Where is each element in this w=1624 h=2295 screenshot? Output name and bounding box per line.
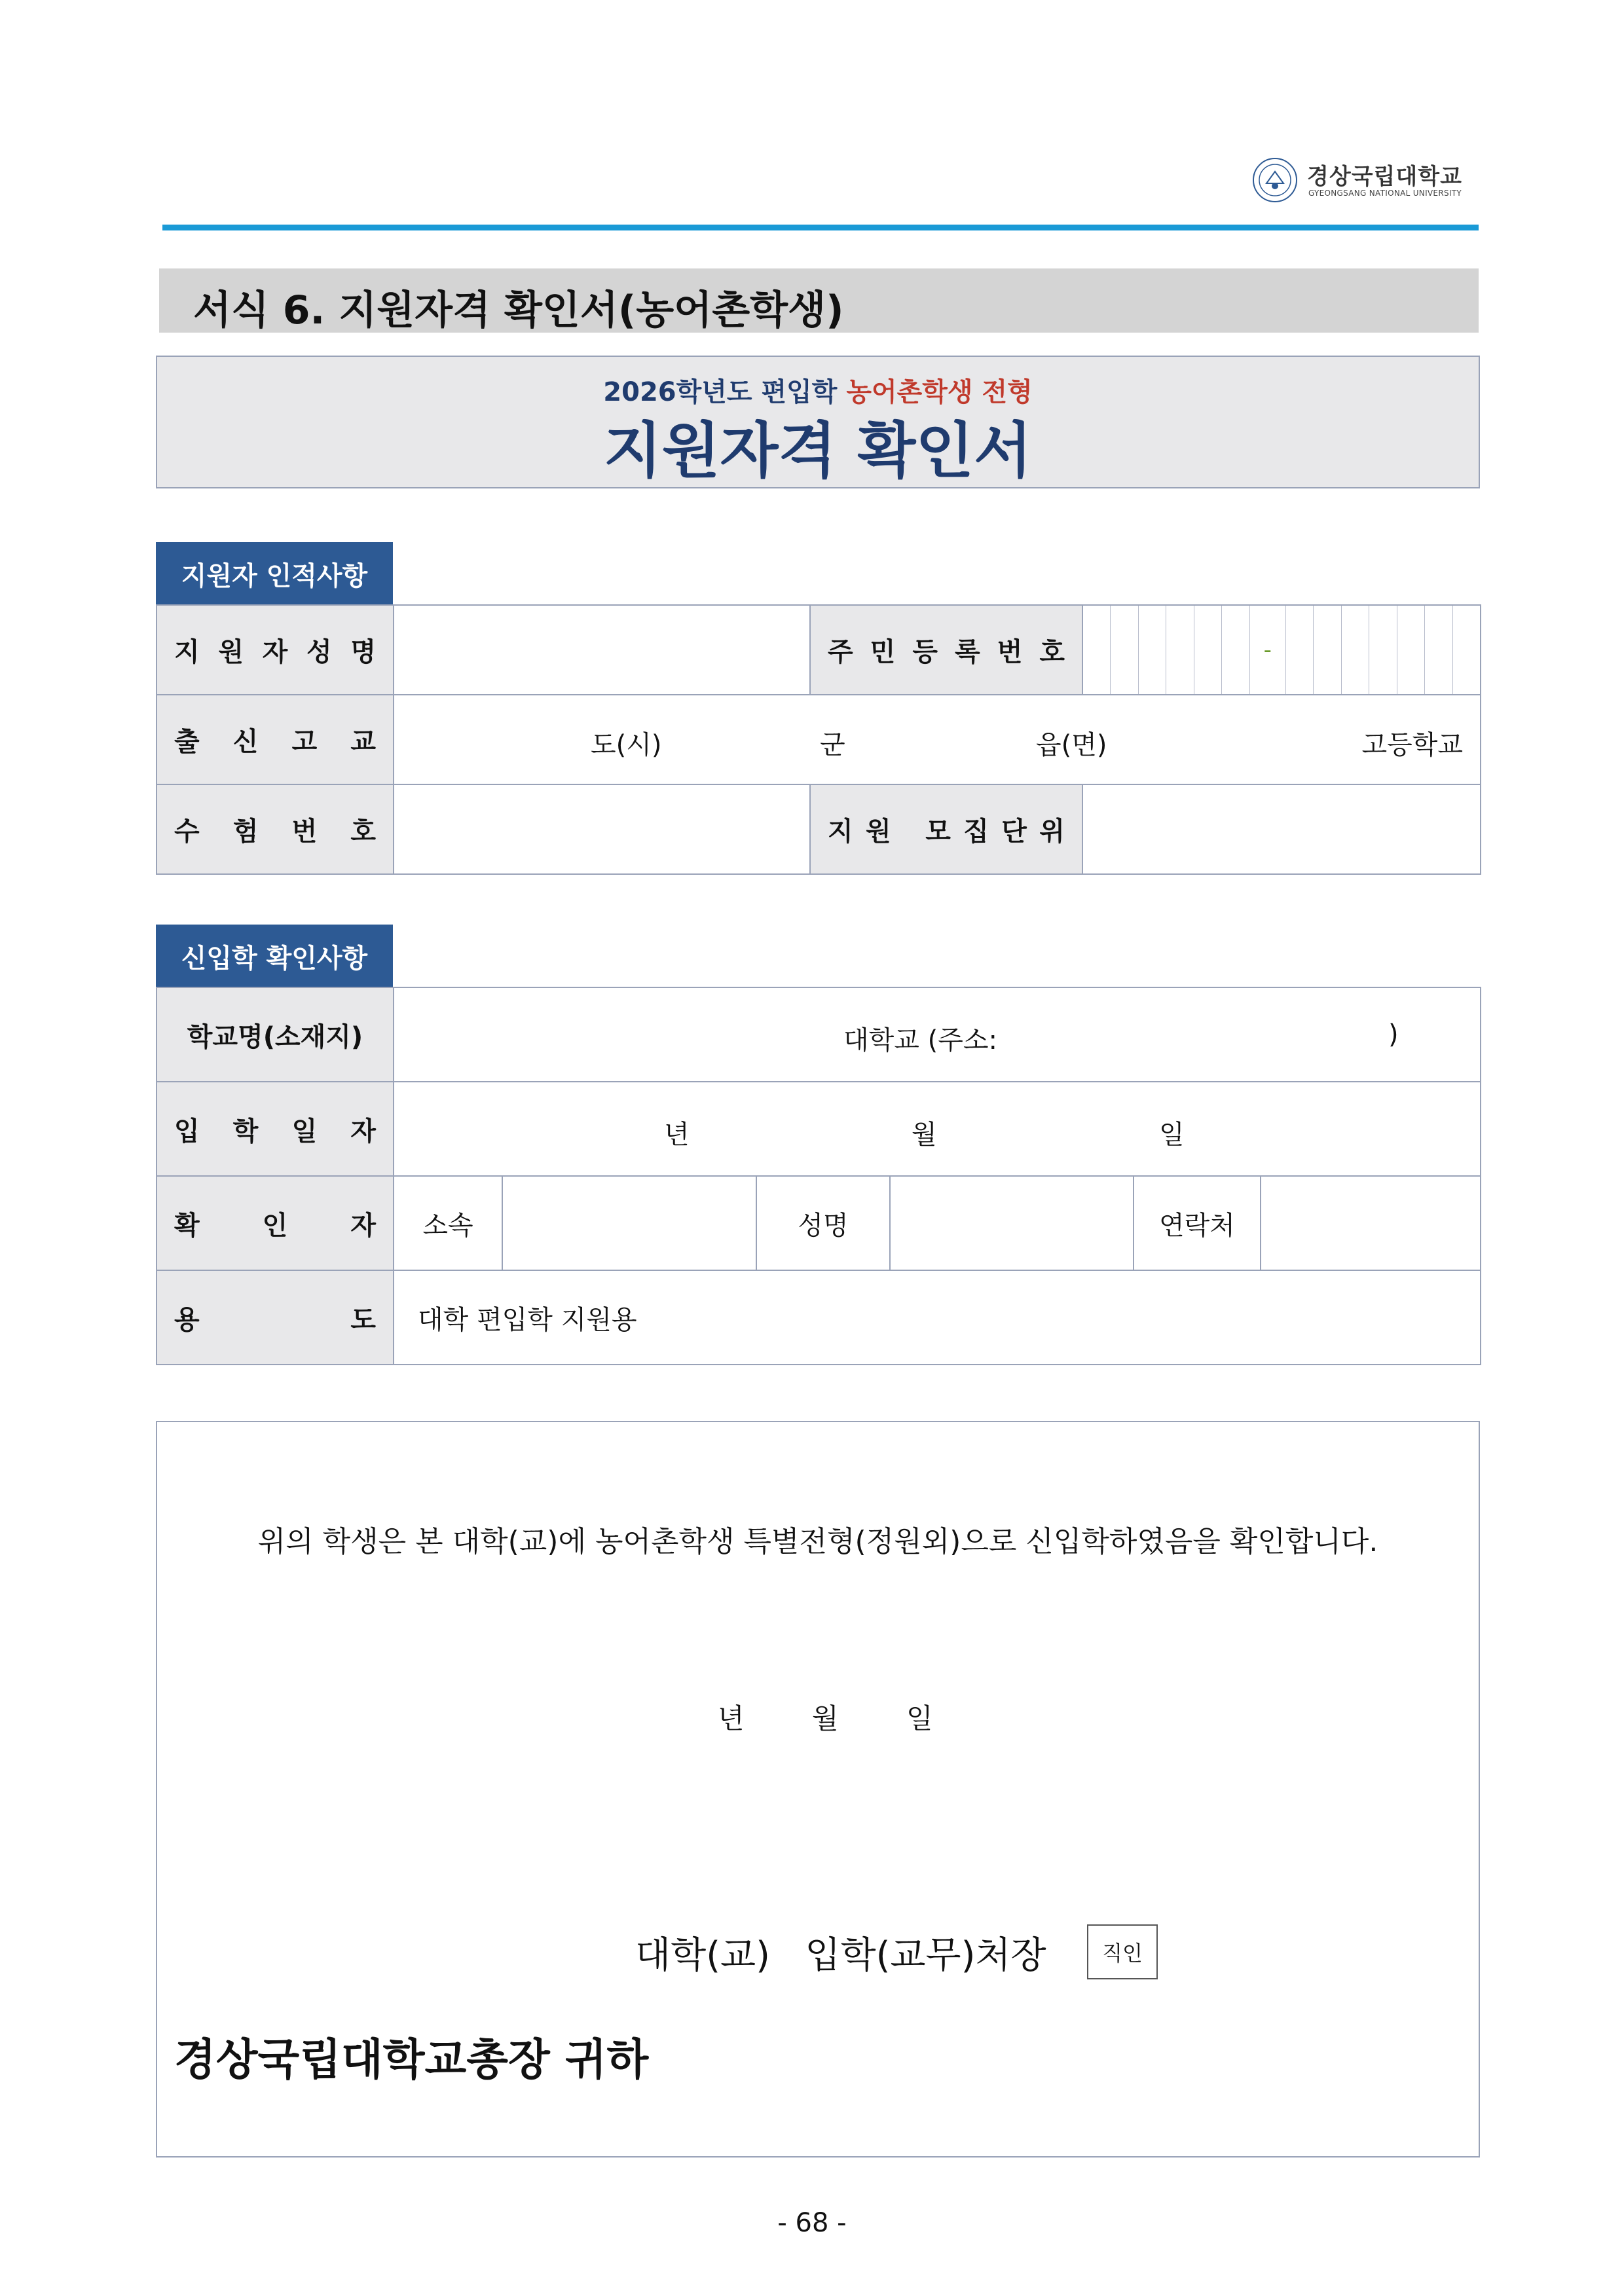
confirm-date-day: 일	[906, 1702, 933, 1735]
date-year: 년	[664, 1120, 690, 1150]
applicant-row-school	[157, 695, 1481, 784]
affiliation-field[interactable]	[502, 1176, 756, 1270]
rrn-digit[interactable]	[1166, 606, 1194, 694]
rrn-digit[interactable]	[1222, 606, 1249, 694]
date-label: 입 학 일 자	[174, 1116, 376, 1147]
rrn-digit[interactable]	[1314, 606, 1341, 694]
person-name-label-cell	[756, 1176, 890, 1270]
confirm-date-month: 월	[812, 1702, 839, 1735]
subtitle-year: 2026학년도 편입학	[603, 377, 838, 407]
exam-number-field[interactable]	[394, 784, 810, 874]
school-field[interactable]	[394, 695, 1481, 784]
admission-date-field[interactable]	[394, 1082, 1481, 1176]
rrn-digit[interactable]	[1425, 606, 1452, 694]
university-name-ko: 경상국립대학교	[1307, 164, 1462, 190]
rrn-digit[interactable]	[1397, 606, 1425, 694]
rrn-label-cell	[810, 605, 1082, 695]
exam-label-cell	[157, 784, 394, 874]
school-name-label-cell	[157, 987, 394, 1082]
school-parts	[394, 695, 1480, 784]
applicant-table	[156, 604, 1481, 875]
school-part-town: 읍(면)	[1036, 730, 1107, 760]
recipient: 경상국립대학교총장 귀하	[174, 2034, 649, 2085]
person-name-label: 성명	[798, 1210, 849, 1241]
school-label-cell	[157, 695, 394, 784]
subtitle-track: 농어촌학생 전형	[846, 377, 1033, 407]
rrn-digit[interactable]	[1139, 606, 1166, 694]
name-label: 지 원 자 성 명	[174, 637, 376, 667]
date-label-cell	[157, 1082, 394, 1176]
confirmation-statement: 위의 학생은 본 대학(교)에 농어촌학생 특별전형(정원외)으로 신입학하였음을 확인합니다.	[257, 1525, 1378, 1558]
name-label-cell	[157, 605, 394, 695]
issuing-office: 대학(교) 입학(교무)처장	[635, 1934, 1046, 1977]
rrn-digit[interactable]	[1453, 606, 1480, 694]
school-address-close: )	[1388, 1019, 1399, 1050]
form-label: 서식 6. 지원자격 확인서(농어촌학생)	[193, 287, 844, 333]
confirmation-box	[156, 1421, 1480, 2157]
rrn-field[interactable]	[1082, 605, 1481, 695]
affiliation-label-cell	[394, 1176, 502, 1270]
rrn-digit[interactable]	[1083, 606, 1111, 694]
rrn-digit[interactable]	[1194, 606, 1222, 694]
school-name-text: 대학교 (주소:	[843, 1025, 997, 1056]
header-divider	[162, 225, 1479, 230]
contact-label-cell	[1134, 1176, 1261, 1270]
recruit-unit-field[interactable]	[1082, 784, 1481, 874]
school-part-county: 군	[820, 730, 845, 760]
purpose-label: 용 도	[174, 1304, 376, 1335]
unit-label-cell	[810, 784, 1082, 874]
university-seal-icon	[1252, 157, 1298, 203]
affiliation-label: 소속	[422, 1210, 473, 1241]
school-name-content	[394, 988, 1480, 1081]
rrn-digit[interactable]	[1286, 606, 1314, 694]
admission-row-confirmer	[157, 1176, 1481, 1270]
confirm-date-year: 년	[718, 1702, 745, 1735]
purpose-label-cell	[157, 1270, 394, 1365]
exam-label: 수 험 번 호	[174, 817, 376, 847]
rrn-label: 주 민 등 록 번 호	[828, 637, 1065, 667]
section-admission-label: 신입학 확인사항	[156, 925, 393, 987]
section-applicant-label: 지원자 인적사항	[156, 542, 393, 605]
unit-label: 지 원 모 집 단 위	[828, 817, 1065, 847]
official-seal-box: 직인	[1087, 1924, 1158, 1979]
admission-table	[156, 987, 1481, 1365]
confirmer-label-cell	[157, 1176, 394, 1270]
page-title: 지원자격 확인서	[603, 416, 1033, 486]
confirmer-label: 확 인 자	[174, 1210, 376, 1241]
school-name-field[interactable]	[394, 987, 1481, 1082]
school-part-highschool: 고등학교	[1361, 730, 1463, 760]
university-logo	[1252, 155, 1475, 206]
page-number: - 68 -	[777, 2208, 847, 2238]
form-label-bar	[159, 268, 1479, 333]
person-name-field[interactable]	[890, 1176, 1134, 1270]
school-name-label: 학교명(소재지)	[187, 1021, 363, 1052]
admission-row-date	[157, 1082, 1481, 1176]
admission-row-school	[157, 987, 1481, 1082]
contact-field[interactable]	[1261, 1176, 1481, 1270]
rrn-digit[interactable]	[1342, 606, 1369, 694]
rrn-digit[interactable]	[1111, 606, 1138, 694]
admission-date-content	[394, 1082, 1480, 1175]
applicant-name-field[interactable]	[394, 605, 810, 695]
rrn-digit-boxes	[1083, 606, 1480, 694]
applicant-row-exam	[157, 784, 1481, 874]
school-label: 출 신 고 교	[174, 727, 376, 757]
university-name-en: GYEONGSANG NATIONAL UNIVERSITY	[1308, 189, 1462, 198]
applicant-row-name	[157, 605, 1481, 695]
purpose-field	[394, 1270, 1481, 1365]
purpose-value: 대학 편입학 지원용	[418, 1304, 637, 1335]
date-month: 월	[912, 1120, 937, 1150]
rrn-separator: -	[1250, 606, 1286, 694]
contact-label: 연락처	[1159, 1210, 1235, 1241]
admission-row-purpose	[157, 1270, 1481, 1365]
school-part-province: 도(시)	[591, 730, 662, 760]
rrn-digit[interactable]	[1369, 606, 1397, 694]
date-day: 일	[1159, 1120, 1185, 1150]
title-box	[156, 356, 1480, 488]
